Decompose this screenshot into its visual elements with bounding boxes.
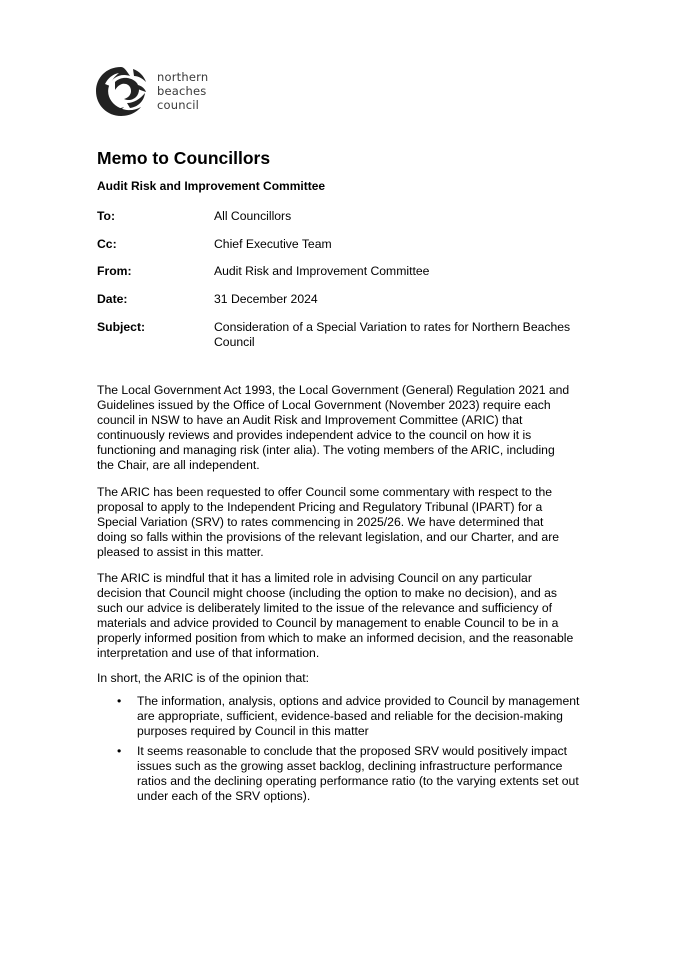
bullet-text: It seems reasonable to conclude that the proposed SRV would positively impact issues such as the growing asset backlog, declining infrastructure performance ratios and the declining operating performance ratio (to the varying extents set out under each of the SRV options). [137, 744, 579, 803]
stylised-bird-and-wave-logo-icon [93, 64, 151, 120]
field-label: Date: [97, 292, 128, 306]
bullet-marker: • [117, 744, 122, 758]
logo-wordmark [157, 70, 208, 112]
field-label: From: [97, 264, 132, 278]
field-label: To: [97, 209, 116, 223]
logo-line-council: council [157, 98, 200, 112]
field-value: Chief Executive Team [214, 237, 332, 251]
paragraph-srv-request: The ARIC has been requested to offer Council some commentary with respect to the proposal to apply to the Independent Pricing and Regulatory Tribunal (IPART) for a Special Variation (SRV) to rates commencing in 2025/26. We have determined that doing so falls within the provisions of the relevant legislation, and our Charter, and are pleased to assist in this matter. [97, 485, 560, 559]
memo-subtitle: Audit Risk and Improvement Committee [97, 179, 326, 193]
field-value: Audit Risk and Improvement Committee [214, 264, 430, 278]
field-value: All Councillors [214, 209, 292, 223]
paragraph-aric-role: The ARIC is mindful that it has a limited role in advising Council on any particular decision that Council might choose (including the option to make no decision), and as such our advice is deliberately limited to the issue of the relevance and sufficiency of materials and advice provided to Council by management to enable Council to be in a properly informed position from which to make an informed decision, and the reasonable interpretation and use of that information. [97, 571, 574, 660]
field-label: Subject: [97, 320, 146, 334]
logo-line-beaches: beaches [157, 84, 207, 98]
paragraph-legislation: The Local Government Act 1993, the Local Government (General) Regulation 2021 and Guidelines issued by the Office of Local Government (November 2023) require each council in NSW to have an Audit Risk and Improvement Committee (ARIC) that continuously reviews and provides independent advice to the council on how it is functioning and managing risk (inter alia). The voting members of the ARIC, including the Chair, are all independent. [97, 383, 570, 472]
council-logo [93, 64, 253, 120]
field-value: Consideration of a Special Variation to rates for Northern Beaches Council [214, 320, 571, 349]
field-value: 31 December 2024 [214, 292, 318, 306]
field-label: Cc: [97, 237, 117, 251]
memo-title: Memo to Councillors [97, 148, 271, 168]
logo-line-northern: northern [157, 70, 209, 84]
paragraph-opinion-intro: In short, the ARIC is of the opinion that: [97, 671, 310, 685]
bullet-marker: • [117, 694, 122, 708]
bullet-text: The information, analysis, options and advice provided to Council by management are appropriate, sufficient, evidence-based and reliable for the decision-making purposes required by Council in this matter [137, 694, 580, 738]
